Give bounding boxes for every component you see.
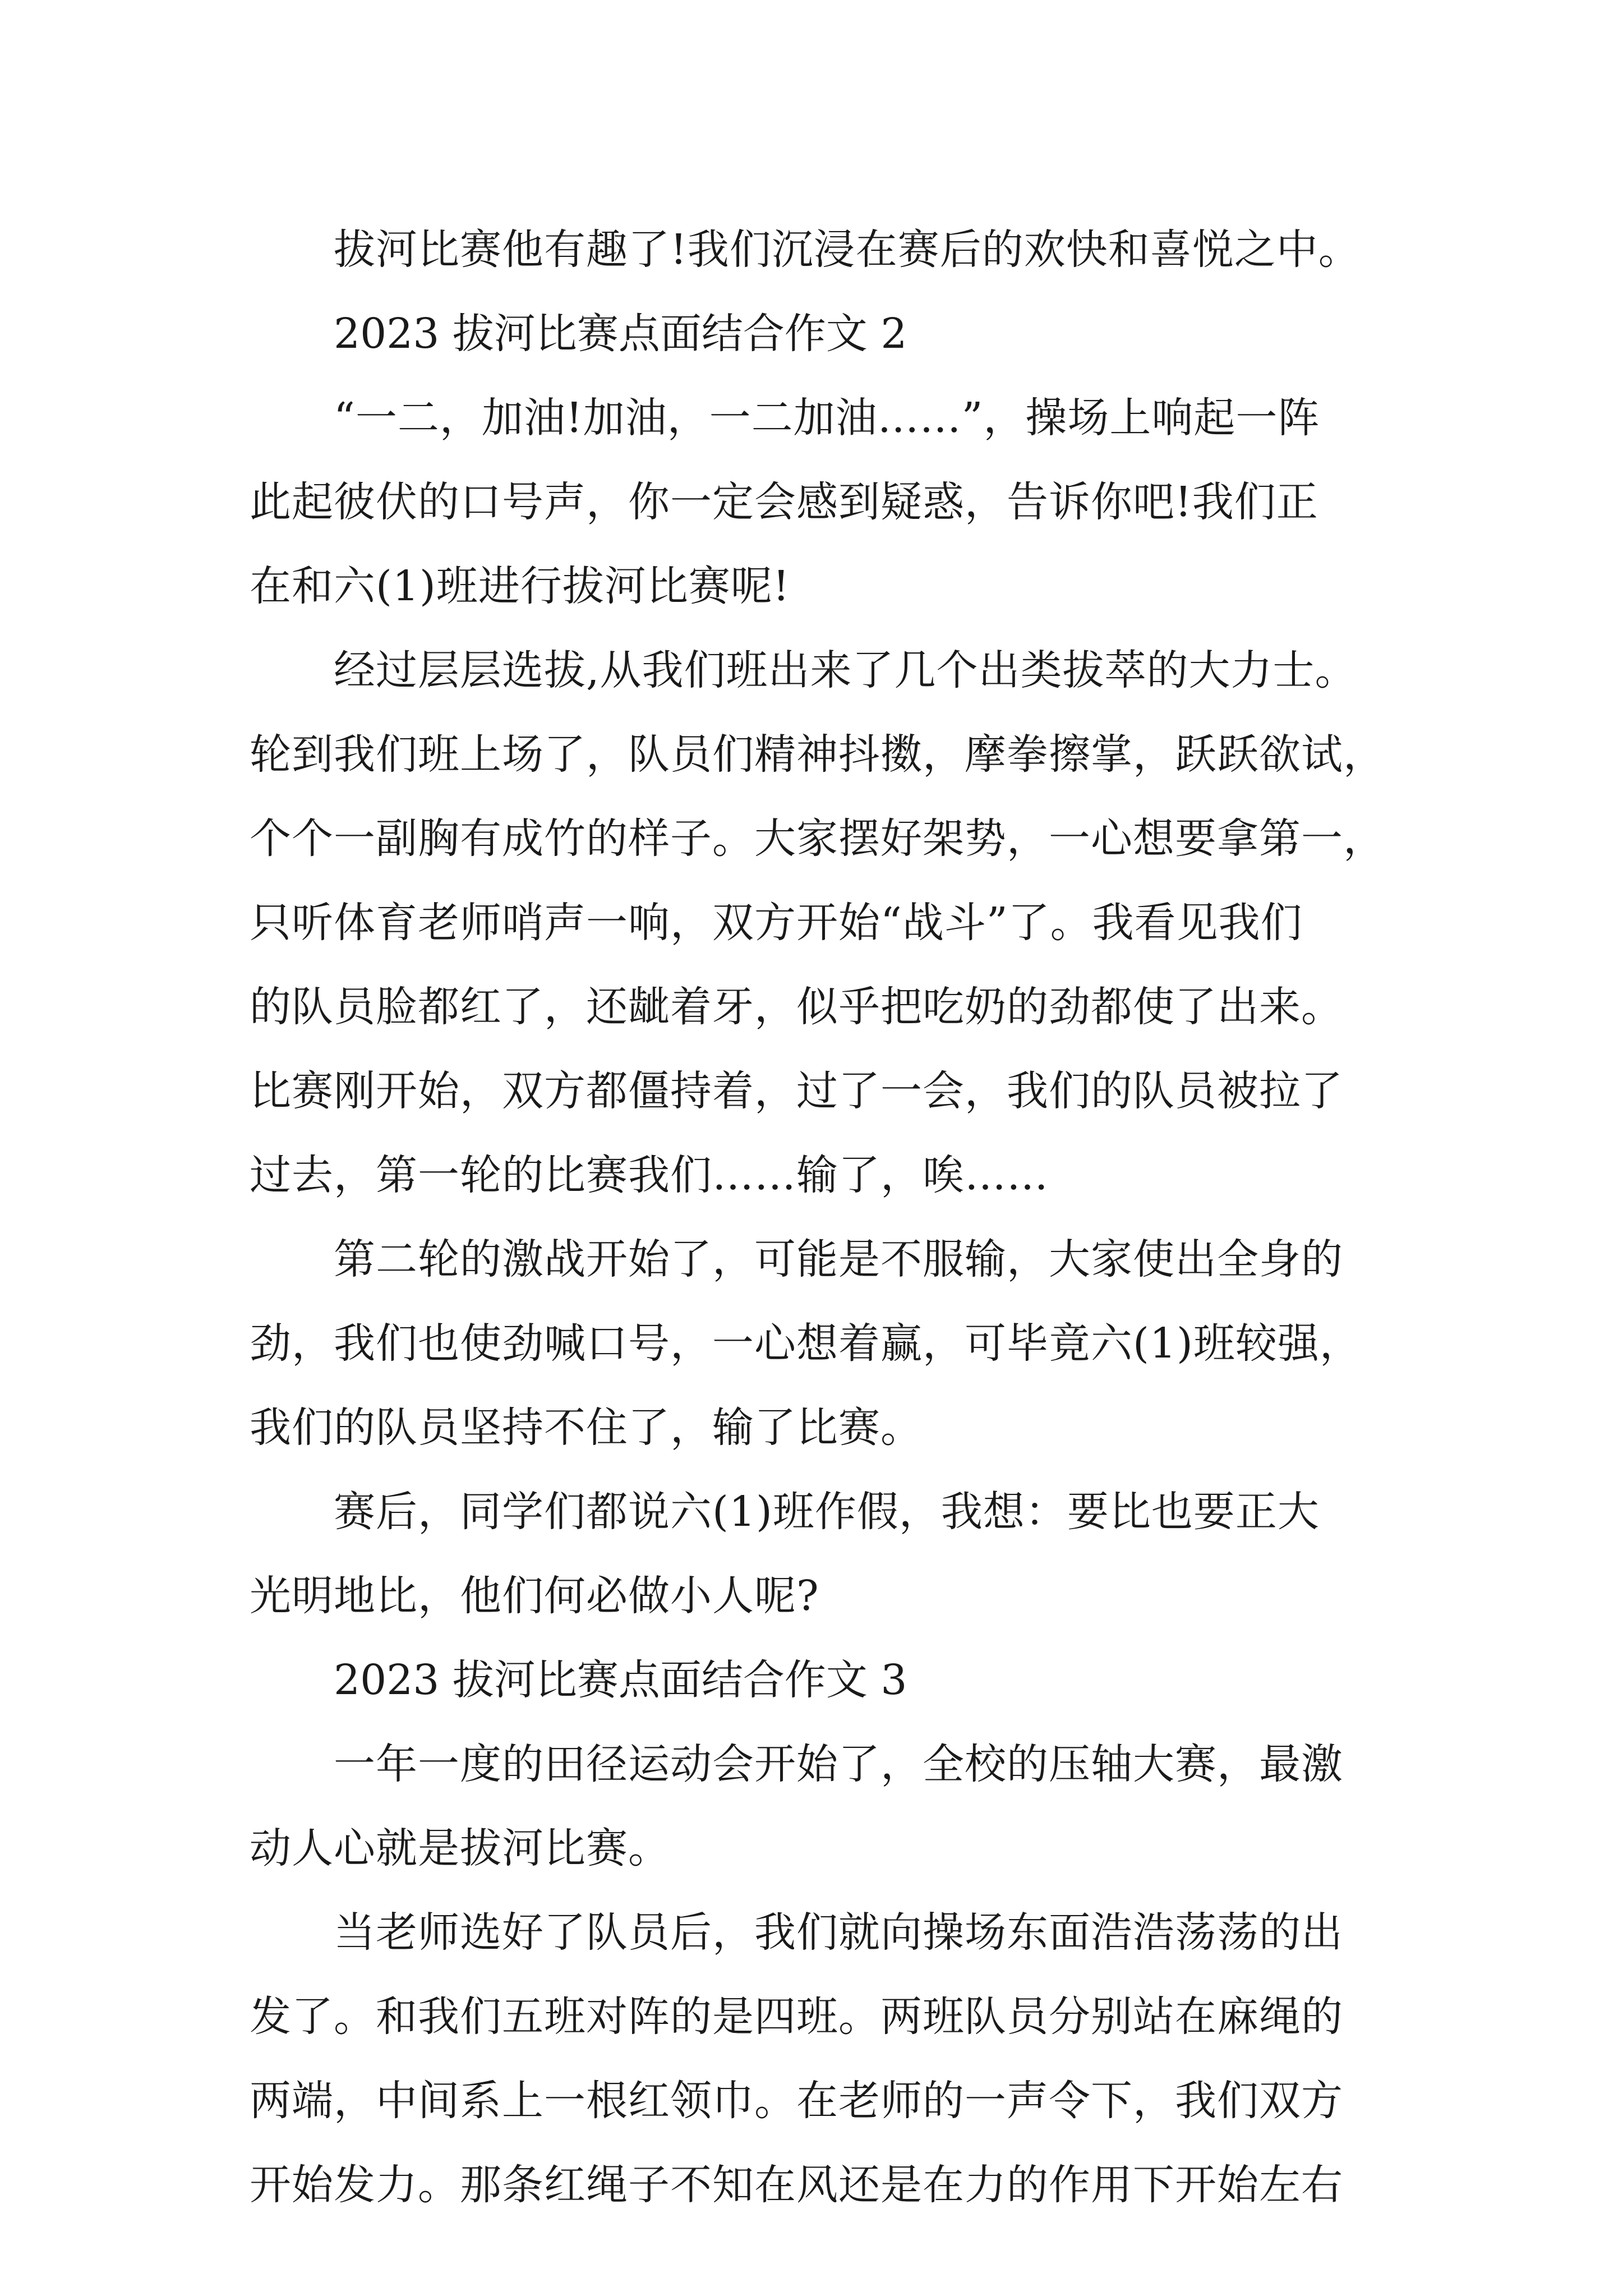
paragraph-line: 比赛刚开始，双方都僵持着，过了一会，我们的队员被拉了 — [250, 1067, 1343, 1115]
paragraph-line: “一二，加油!加油，一二加油……”，操场上响起一阵 — [334, 394, 1320, 442]
paragraph-line: 两端，中间系上一根红领巾。在老师的一声令下，我们双方 — [250, 2077, 1343, 2125]
paragraph-line: 轮到我们班上场了，队员们精神抖擞，摩拳擦掌，跃跃欲试， — [250, 730, 1385, 779]
paragraph-line: 在和六(1)班进行拔河比赛呢! — [250, 562, 790, 610]
paragraph-line: 第二轮的激战开始了，可能是不服输，大家使出全身的 — [334, 1235, 1343, 1283]
paragraph-line: 过去，第一轮的比赛我们……输了，唉…… — [250, 1151, 1049, 1199]
document-body — [250, 208, 1388, 2227]
paragraph-line: 劲，我们也使劲喊口号，一心想着赢，可毕竟六(1)班较强， — [250, 1319, 1362, 1368]
paragraph-line: 经过层层选拔,从我们班出来了几个出类拔萃的大力士。 — [334, 646, 1357, 694]
section-heading: 2023 拔河比赛点面结合作文 2 — [334, 310, 907, 358]
paragraph-line: 当老师选好了队员后，我们就向操场东面浩浩荡荡的出 — [334, 1908, 1343, 1957]
paragraph-line: 拔河比赛他有趣了!我们沉浸在赛后的欢快和喜悦之中。 — [334, 226, 1361, 274]
paragraph-line: 赛后，同学们都说六(1)班作假，我想：要比也要正大 — [334, 1488, 1320, 1536]
paragraph-line: 此起彼伏的口号声，你一定会感到疑惑，告诉你吧!我们正 — [250, 478, 1318, 526]
paragraph-line: 我们的队员坚持不住了，输了比赛。 — [250, 1404, 923, 1452]
paragraph-line: 发了。和我们五班对阵的是四班。两班队员分别站在麻绳的 — [250, 1993, 1343, 2041]
paragraph-line: 光明地比，他们何必做小人呢? — [250, 1572, 819, 1620]
paragraph-line: 一年一度的田径运动会开始了，全校的压轴大赛，最激 — [334, 1740, 1343, 1788]
section-heading: 2023 拔河比赛点面结合作文 3 — [334, 1656, 907, 1704]
paragraph-line: 个个一副胸有成竹的样子。大家摆好架势，一心想要拿第一， — [250, 815, 1385, 863]
paragraph-line: 只听体育老师哨声一响，双方开始“战斗”了。我看见我们 — [250, 899, 1303, 947]
paragraph-line: 开始发力。那条红绳子不知在风还是在力的作用下开始左右 — [250, 2161, 1343, 2209]
paragraph-line: 动人心就是拔河比赛。 — [250, 1824, 670, 1872]
paragraph-line: 的队员脸都红了，还龇着牙，似乎把吃奶的劲都使了出来。 — [250, 983, 1343, 1031]
